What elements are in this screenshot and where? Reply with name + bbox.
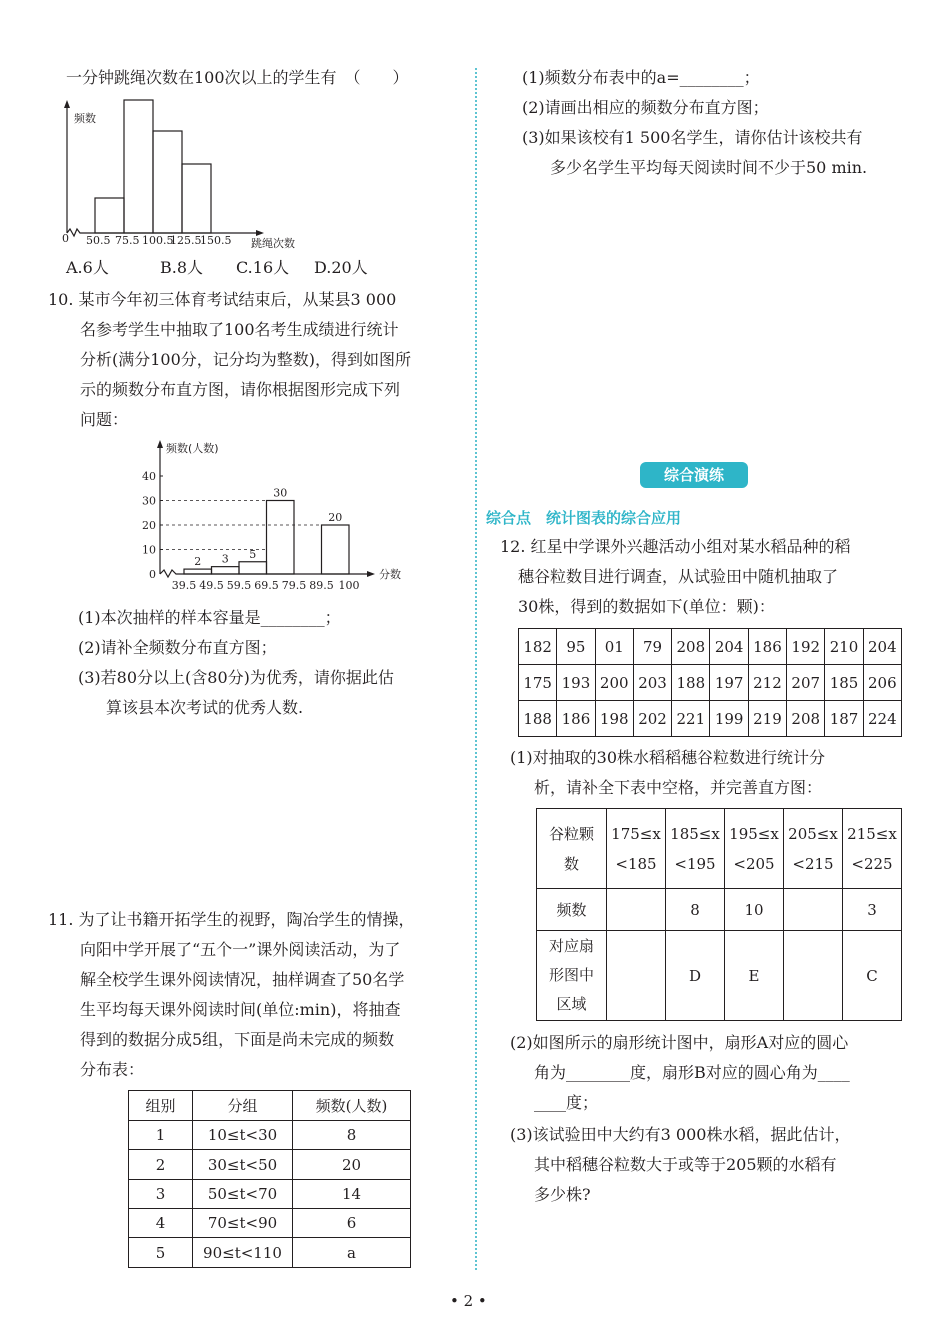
- table-header-row: [537, 809, 902, 889]
- table-cell: 187: [825, 701, 863, 737]
- q10-bar-label: 20: [328, 511, 343, 524]
- q10-x-arrow: [367, 571, 375, 577]
- q10-line-1: 10. 某市今年初三体育考试结束后，从某县3 000: [48, 290, 397, 309]
- table-cell: 01: [595, 629, 633, 665]
- table-cell: 186: [748, 629, 786, 665]
- table-row: [537, 931, 902, 1021]
- q9-option-b: B.8人: [160, 258, 204, 277]
- table-cell: 208: [787, 701, 825, 737]
- section-subtitle: 综合点 统计图表的综合应用: [486, 509, 682, 527]
- q10-xlabel: 分数: [379, 568, 401, 581]
- table-cell: 192: [787, 629, 825, 665]
- q12-line-2: 穗谷粒数目进行调查，从试验田中随机抽取了: [518, 567, 839, 586]
- table-cell: 79: [633, 629, 671, 665]
- q10-y-tick-label: 10: [142, 543, 156, 557]
- table-row: [519, 665, 902, 701]
- table-cell: 4: [129, 1209, 193, 1238]
- column-divider: [475, 68, 477, 1270]
- q10-line-2: 名参考学生中抽取了100名考生成绩进行统计: [80, 320, 399, 339]
- table-cell: E: [725, 931, 784, 1021]
- q12-summary-table: [536, 808, 902, 1021]
- q10-bar: [184, 569, 212, 574]
- q11-line-6: 分布表：: [80, 1060, 145, 1079]
- table-cell: 3: [843, 889, 902, 931]
- q11-part-4: 多少名学生平均每天阅读时间不少于50 min.: [550, 158, 868, 177]
- table-cell[interactable]: [784, 889, 843, 931]
- table-cell[interactable]: [607, 889, 666, 931]
- q10-line-3: 分析(满分100分，记分均为整数)，得到如图所: [80, 350, 412, 369]
- table-cell: 221: [672, 701, 710, 737]
- q9-tick-3: 100.5: [142, 234, 174, 247]
- q12-part2-line-3: ____度；: [534, 1093, 599, 1112]
- table-cell: 90≤t<110: [193, 1238, 293, 1268]
- q11-line-4: 生平均每天课外阅读时间(单位:min)，将抽查: [80, 1000, 401, 1019]
- table-cell: 200: [595, 665, 633, 701]
- table-cell: 188: [519, 701, 557, 737]
- q10-ylabel: 频数(人数): [166, 442, 219, 455]
- q10-bar-label: 5: [249, 547, 257, 561]
- table-cell: 199: [710, 701, 748, 737]
- table-cell: 219: [748, 701, 786, 737]
- q9-stem: 一分钟跳绳次数在100次以上的学生有 （ ）: [66, 68, 409, 87]
- table-cell: 10: [725, 889, 784, 931]
- table-cell[interactable]: [607, 931, 666, 1021]
- table-cell: 224: [863, 701, 901, 737]
- q12-part1-line-2: 析，请补全下表中空格，并完善直方图：: [534, 778, 823, 797]
- q11-line-3: 解全校学生课外阅读情况，抽样调查了50名学: [80, 970, 405, 989]
- table-row: [537, 889, 902, 931]
- q9-bar-3: [153, 131, 182, 233]
- q9-xlabel: 跳绳次数: [251, 237, 295, 250]
- table-cell: 207: [787, 665, 825, 701]
- table-cell: 208: [672, 629, 710, 665]
- q9-y-arrow: [64, 100, 70, 108]
- table-cell: a: [293, 1238, 411, 1268]
- table-row: [129, 1180, 411, 1209]
- table-cell: 6: [293, 1209, 411, 1238]
- table-header-cell: 频数(人数): [293, 1091, 411, 1121]
- q10-part-4: 算该县本次考试的优秀人数.: [106, 698, 304, 717]
- table-cell: 182: [519, 629, 557, 665]
- q12-part2-line-1: (2)如图所示的扇形统计图中，扇形A对应的圆心: [510, 1033, 849, 1052]
- q10-histogram: [130, 436, 410, 596]
- table-header-cell: 195≤x <205: [725, 809, 784, 889]
- q10-x-tick-label: 79.5: [281, 579, 307, 592]
- q10-x-tick-label: 69.5: [254, 579, 279, 592]
- table-cell: 204: [710, 629, 748, 665]
- table-header-cell: 215≤x <225: [843, 809, 902, 889]
- q9-tick-2: 75.5: [115, 234, 140, 247]
- q10-bar-label: 3: [221, 552, 229, 566]
- table-cell[interactable]: [784, 931, 843, 1021]
- table-row: [519, 701, 902, 737]
- q12-line-1: 12. 红星中学课外兴趣活动小组对某水稻品种的稻: [500, 537, 851, 556]
- q9-histogram: [58, 98, 318, 250]
- q10-x-tick-label: 59.5: [226, 579, 252, 592]
- q9-bar-4: [182, 164, 211, 233]
- q12-part1-line-1: (1)对抽取的30株水稻稻穗谷粒数进行统计分: [510, 748, 826, 767]
- table-row: [129, 1121, 411, 1150]
- q10-bar: [267, 501, 295, 575]
- q11-line-2: 向阳中学开展了“五个一”课外阅读活动，为了: [80, 940, 401, 959]
- section-title-badge: 综合演练: [640, 462, 748, 488]
- table-cell: 50≤t<70: [193, 1180, 293, 1209]
- q12-part3-line-2: 其中稻穗谷粒数大于或等于205颗的水稻有: [534, 1155, 837, 1174]
- q12-part2-line-2: 角为________度，扇形B对应的圆心角为____: [534, 1063, 850, 1082]
- q11-part-3: (3)如果该校有1 500名学生，请你估计该校共有: [522, 128, 863, 147]
- q10-x-tick-label: 39.5: [171, 579, 197, 592]
- q10-y-tick-label: 30: [142, 494, 156, 508]
- q9-option-a: A.6人: [66, 258, 109, 277]
- table-cell: 10≤t<30: [193, 1121, 293, 1150]
- table-cell: 198: [595, 701, 633, 737]
- q10-line-4: 示的频数分布直方图，请你根据图形完成下列: [80, 380, 401, 399]
- table-row: [129, 1150, 411, 1180]
- q9-option-d: D.20人: [314, 258, 368, 277]
- q12-line-3: 30株，得到的数据如下(单位：颗)：: [518, 597, 775, 616]
- q10-bar: [212, 567, 240, 574]
- table-cell: 8: [666, 889, 725, 931]
- q12-part3-line-1: (3)该试验田中大约有3 000株水稻，据此估计，: [510, 1125, 851, 1144]
- q9-bar-2: [124, 100, 153, 233]
- table-row: [129, 1209, 411, 1238]
- q11-part-1: (1)频数分布表中的a=________；: [522, 68, 760, 87]
- table-cell: 202: [633, 701, 671, 737]
- table-cell: 14: [293, 1180, 411, 1209]
- q10-bar-label: 30: [273, 486, 288, 500]
- q10-x-tick-label: 49.5: [199, 579, 224, 592]
- table-header-row: [129, 1091, 411, 1121]
- q10-bar: [239, 562, 267, 574]
- q10-y-arrow: [157, 440, 163, 448]
- page-number: • 2 •: [450, 1292, 487, 1310]
- q11-line-1: 11. 为了让书籍开拓学生的视野，陶冶学生的情操，: [48, 910, 415, 929]
- q10-part-2: (2)请补全频数分布直方图；: [78, 638, 277, 657]
- table-header-cell: 185≤x <195: [666, 809, 725, 889]
- q10-bar-label: 2: [194, 555, 202, 569]
- q9-bar-1: [95, 198, 124, 233]
- table-header-cell: 205≤x <215: [784, 809, 843, 889]
- q9-origin: 0: [62, 232, 69, 245]
- table-cell: 频数: [537, 889, 607, 931]
- q12-part3-line-3: 多少株?: [534, 1185, 591, 1204]
- table-cell: 20: [293, 1150, 411, 1180]
- table-cell: 186: [557, 701, 595, 737]
- table-cell: 203: [633, 665, 671, 701]
- q10-x-tick-label: 100: [338, 579, 360, 592]
- table-header-cell: 组别: [129, 1091, 193, 1121]
- table-row: [519, 629, 902, 665]
- table-cell: 3: [129, 1180, 193, 1209]
- table-cell: 5: [129, 1238, 193, 1268]
- table-header-cell: 分组: [193, 1091, 293, 1121]
- q9-ylabel: 频数: [74, 112, 96, 125]
- q10-y-tick-label: 0: [149, 568, 156, 581]
- q11-part-2: (2)请画出相应的频数分布直方图；: [522, 98, 769, 117]
- q9-tick-4: 125.5: [170, 234, 202, 247]
- q9-tick-1: 50.5: [86, 234, 111, 247]
- table-cell: 204: [863, 629, 901, 665]
- q10-part-3: (3)若80分以上(含80分)为优秀，请你据此估: [78, 668, 394, 687]
- q9-option-c: C.16人: [236, 258, 290, 277]
- table-cell: 188: [672, 665, 710, 701]
- q9-tick-5: 150.5: [200, 234, 232, 247]
- table-cell: 1: [129, 1121, 193, 1150]
- table-header-cell: 谷粒颗 数: [537, 809, 607, 889]
- table-cell: 175: [519, 665, 557, 701]
- table-cell: 70≤t<90: [193, 1209, 293, 1238]
- q10-line-5: 问题：: [80, 410, 129, 429]
- q11-line-5: 得到的数据分成5组，下面是尚未完成的频数: [80, 1030, 395, 1049]
- table-cell: 212: [748, 665, 786, 701]
- q10-part-1: (1)本次抽样的样本容量是________；: [78, 608, 341, 627]
- table-cell: D: [666, 931, 725, 1021]
- q10-x-tick-label: 89.5: [309, 579, 334, 592]
- q11-frequency-table: [128, 1090, 411, 1268]
- table-cell: 210: [825, 629, 863, 665]
- table-header-cell: 175≤x <185: [607, 809, 666, 889]
- q10-bar: [322, 525, 350, 574]
- table-cell: 193: [557, 665, 595, 701]
- table-cell: 8: [293, 1121, 411, 1150]
- table-cell: 30≤t<50: [193, 1150, 293, 1180]
- table-cell: C: [843, 931, 902, 1021]
- q10-y-tick-label: 20: [142, 519, 156, 532]
- table-cell: 206: [863, 665, 901, 701]
- table-cell: 2: [129, 1150, 193, 1180]
- table-cell: 185: [825, 665, 863, 701]
- table-cell: 95: [557, 629, 595, 665]
- q12-data-table: [518, 628, 902, 737]
- table-row: [129, 1238, 411, 1268]
- table-cell: 197: [710, 665, 748, 701]
- q10-y-tick-label: 40: [142, 470, 156, 483]
- table-cell: 对应扇 形图中 区域: [537, 931, 607, 1021]
